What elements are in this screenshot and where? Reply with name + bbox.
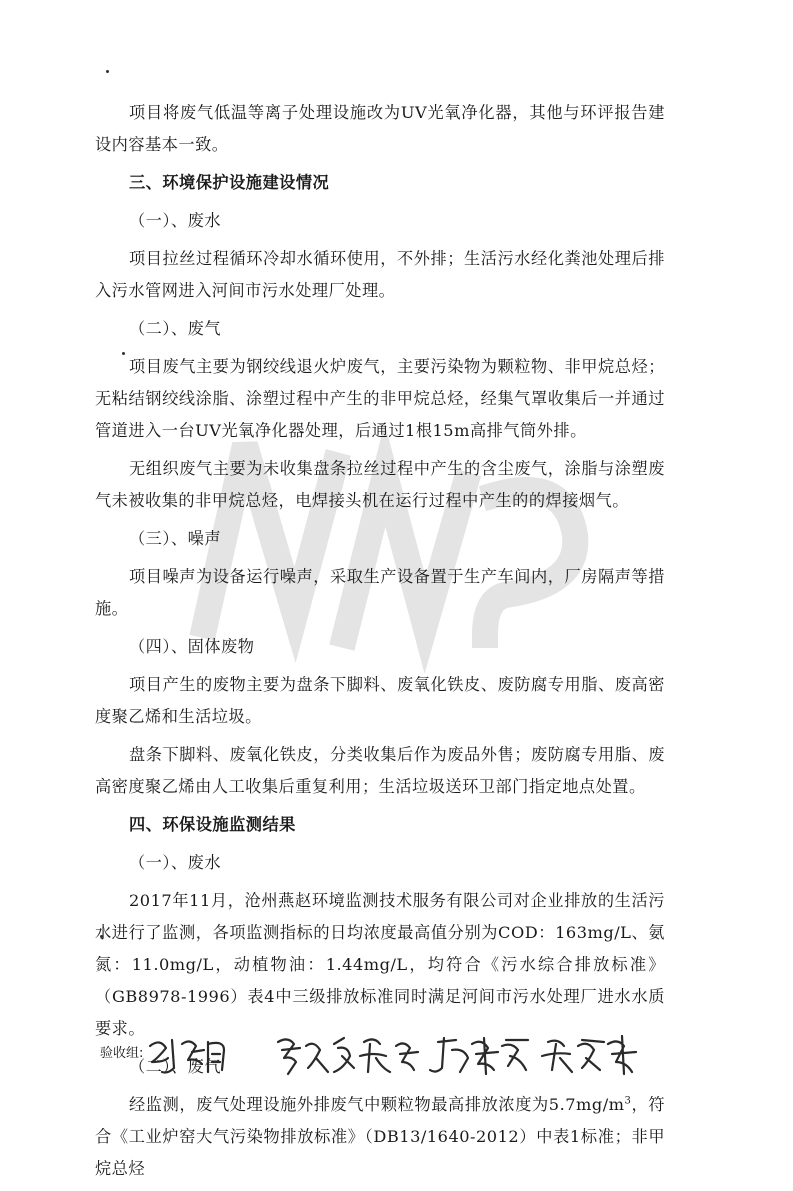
signature-area [100, 1028, 700, 1088]
section-heading: （一）、废水 [129, 853, 222, 872]
section-heading: （一）、废水 [129, 211, 222, 230]
body-paragraph: 2017年11月，沧州燕赵环境监测技术服务有限公司对企业排放的生活污水进行了监测，各项监测指标的日均浓度最高值分别为COD：163mg/L、氨氮：11.0mg/L，动植物油：1.44mg/L，均符合《污水综合排放标准》（GB8978-1996）表4中三级排放标准同时满足河间市污水处理厂进水水质要求。 [95, 891, 665, 1038]
section-heading: （三）、噪声 [129, 529, 222, 548]
acceptance-group-label: 验收组: [100, 1046, 144, 1061]
body-paragraph: 盘条下脚料、废氧化铁皮，分类收集后作为废品外售；废防腐专用脂、废高密度聚乙烯由人工收集后重复利用；生活垃圾送环卫部门指定地点处置。 [95, 745, 665, 796]
scan-speck [106, 70, 109, 73]
body-paragraph: 无组织废气主要为未收集盘条拉丝过程中产生的含尘废气，涂脂与涂塑废气未被收集的非甲烷总烃，电焊接头机在运行过程中产生的的焊接烟气。 [95, 459, 665, 510]
superscript: 3 [624, 1095, 632, 1107]
section-heading: （二）、废气 [129, 1057, 222, 1076]
section-heading: （二）、废气 [129, 319, 222, 338]
section-heading: 三、环境保护设施建设情况 [129, 173, 330, 192]
body-paragraph: 项目拉丝过程循环冷却水循环使用，不外排；生活污水经化粪池处理后排入污水管网进入河间市污水处理厂处理。 [95, 249, 665, 300]
body-paragraph: 项目将废气低温等离子处理设施改为UV光氧净化器，其他与环评报告建设内容基本一致。 [95, 103, 665, 154]
body-paragraph: 项目噪声为设备运行噪声，采取生产设备置于生产车间内，厂房隔声等措施。 [95, 567, 665, 618]
paragraph-text: 经监测，废气处理设施外排废气中颗粒物最高排放浓度为5.7mg/m [129, 1095, 625, 1114]
document-body [95, 97, 665, 1191]
body-paragraph: 项目产生的废物主要为盘条下脚料、废氧化铁皮、废防腐专用脂、废高密度聚乙烯和生活垃圾。 [95, 675, 665, 726]
body-paragraph: 项目废气主要为钢绞线退火炉废气，主要污染物为颗粒物、非甲烷总烃；无粘结钢绞线涂脂、涂塑过程中产生的非甲烷总烃，经集气罩收集后一并通过管道进入一台UV光氧净化器处理，后通过1根15m高排气筒外排。 [95, 357, 665, 440]
body-paragraph [95, 1089, 665, 1185]
section-heading: 四、环保设施监测结果 [129, 815, 296, 834]
paragraph-text: ，符合《工业炉窑大气污染物排放标准》（DB13/1640-2012）中表1标准；非甲烷总烃 [95, 1095, 666, 1178]
section-heading: （四）、固体废物 [129, 637, 255, 656]
handwritten-signatures [138, 1028, 698, 1088]
